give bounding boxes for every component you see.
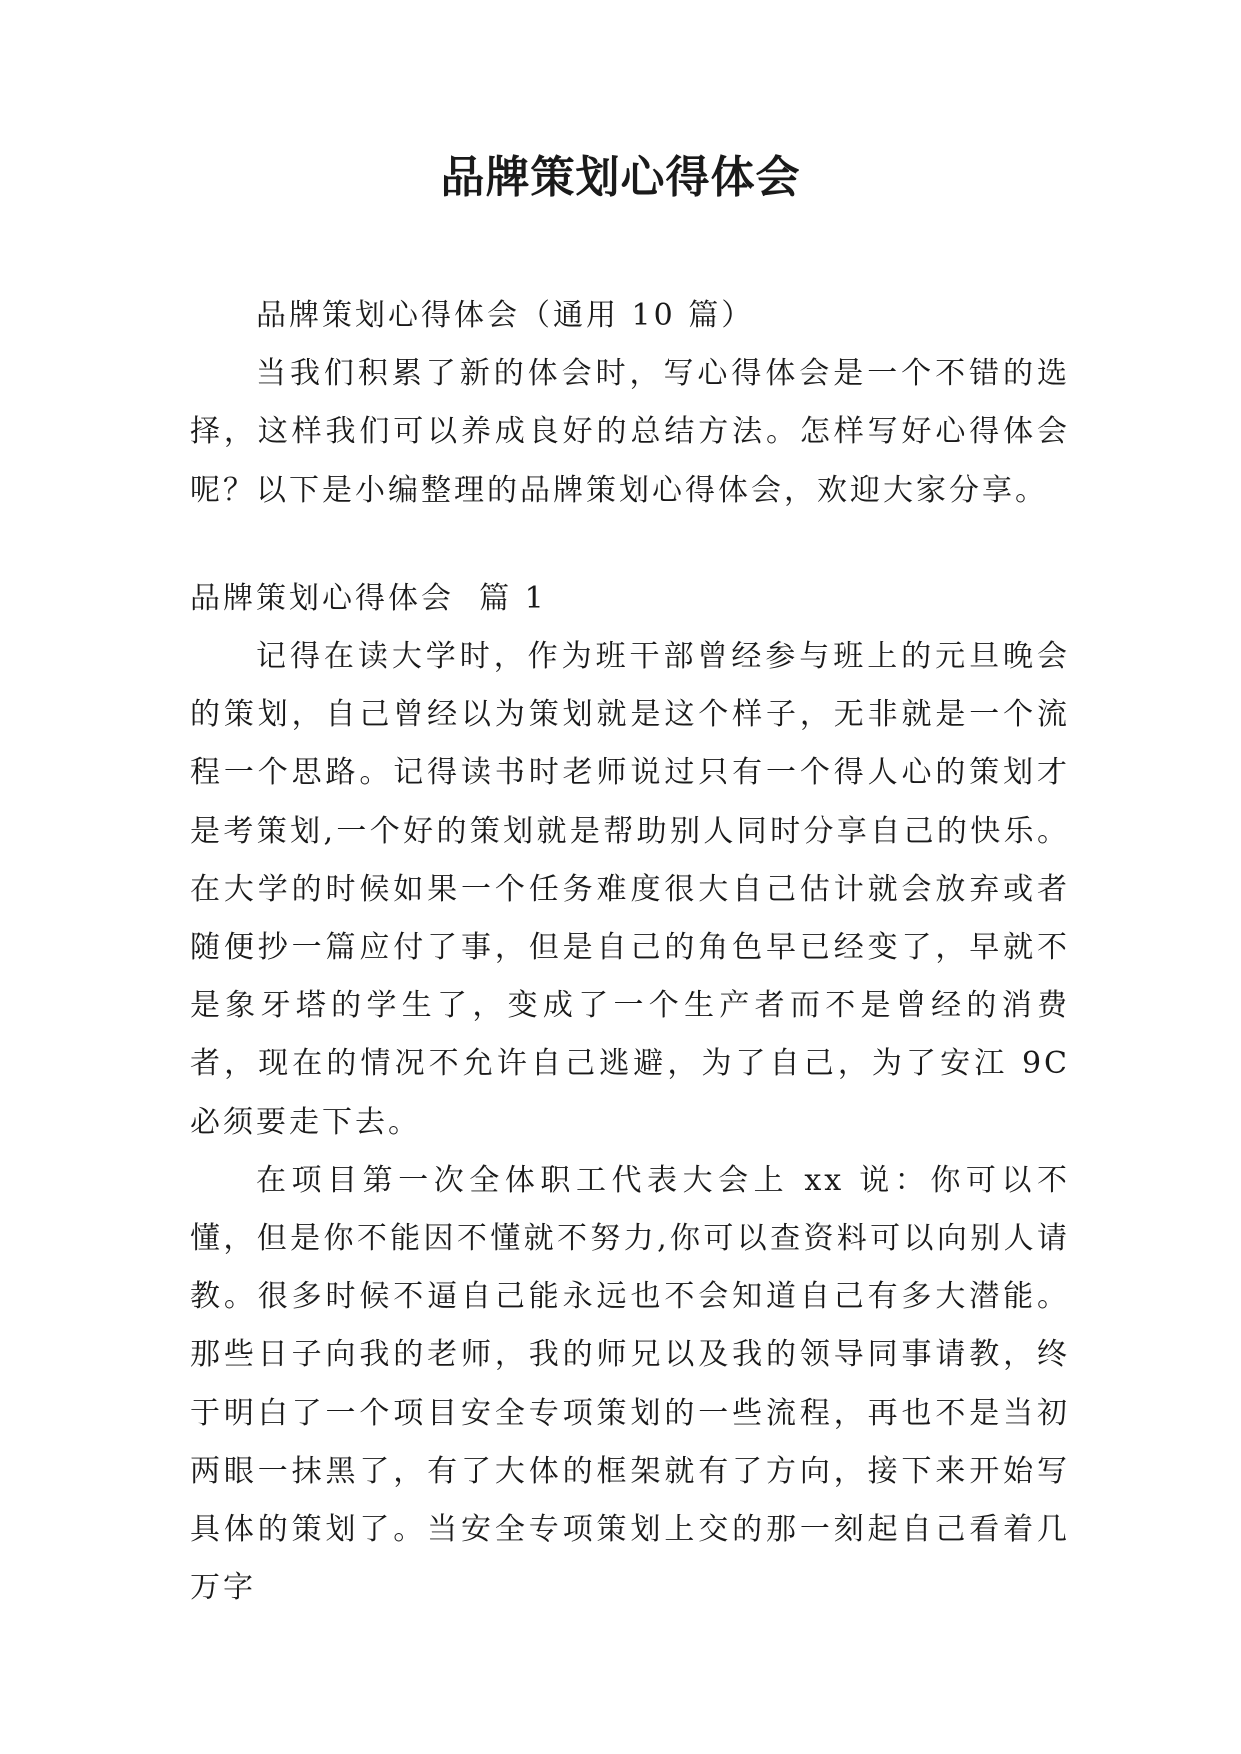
body-paragraph-2: 在项目第一次全体职工代表大会上 xx 说：你可以不懂，但是你不能因不懂就不努力,你可以查资料可以向别人请教。很多时候不逼自己能永远也不会知道自己有多大潜能。那些日子向我的老师，我的师兄以及我的领导同事请教，终于明白了一个项目安全专项策划的一些流程，再也不是当初两眼一抹黑了，有了大体的框架就有了方向，接下来开始写具体的策划了。当安全专项策划上交的那一刻起自己看着几万字 bbox=[190, 1162, 1070, 1606]
section-spacer bbox=[190, 520, 1070, 570]
intro-paragraph: 当我们积累了新的体会时，写心得体会是一个不错的选择，这样我们可以养成良好的总结方法。怎样写好心得体会呢？以下是小编整理的品牌策划心得体会，欢迎大家分享。 bbox=[190, 356, 1070, 508]
document-subtitle: 品牌策划心得体会（通用 10 篇） bbox=[256, 298, 755, 333]
section-heading: 品牌策划心得体会 篇 1 bbox=[190, 580, 547, 616]
body-paragraph-1: 记得在读大学时，作为班干部曾经参与班上的元旦晚会的策划，自己曾经以为策划就是这个样子，无非就是一个流程一个思路。记得读书时老师说过只有一个得人心的策划才是考策划,一个好的策划就是帮助别人同时分享自己的快乐。在大学的时候如果一个任务难度很大自己估计就会放弃或者随便抄一篇应付了事，但是自己的角色早已经变了，早就不是象牙塔的学生了，变成了一个生产者而不是曾经的消费者，现在的情况不允许自己逃避，为了自己，为了安江 9C 必须要走下去。 bbox=[190, 639, 1070, 1140]
page-title: 品牌策划心得体会 bbox=[440, 152, 801, 203]
document-body bbox=[190, 287, 1070, 1617]
